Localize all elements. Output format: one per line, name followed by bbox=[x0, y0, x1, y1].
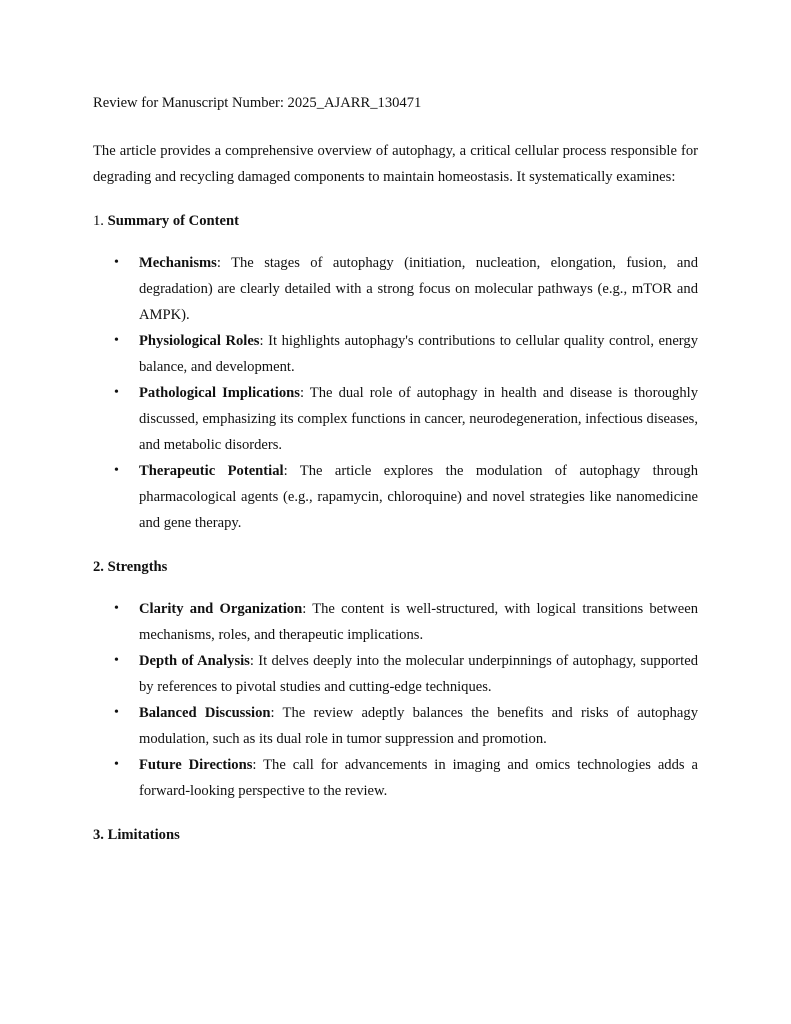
bullet-text: : The call for advancements in imaging and omics technologies adds a forward-looking perspective to the review. bbox=[139, 757, 698, 799]
bullet-term: Physiological Roles bbox=[139, 333, 260, 349]
bullet-icon: • bbox=[114, 463, 119, 478]
intro-paragraph: The article provides a comprehensive overview of autophagy, a critical cellular process responsible for degrading and recycling damaged components to maintain homeostasis. It systematically examines: bbox=[93, 143, 698, 185]
list-item bbox=[93, 328, 698, 380]
bullet-term: Clarity and Organization bbox=[139, 601, 303, 617]
bullet-text: : The review adeptly balances the benefits and risks of autophagy modulation, such as its dual role in tumor suppression and promotion. bbox=[139, 705, 698, 747]
section-number: 3. bbox=[93, 827, 104, 843]
bullet-icon: • bbox=[114, 653, 119, 668]
list-item bbox=[93, 380, 698, 458]
section-limitations bbox=[93, 822, 698, 848]
bullet-icon: • bbox=[114, 385, 119, 400]
list-item bbox=[93, 250, 698, 328]
bullet-term: Depth of Analysis bbox=[139, 653, 250, 669]
section-summary bbox=[93, 208, 698, 536]
section-title: Summary of Content bbox=[107, 213, 239, 229]
review-title: Review for Manuscript Number: 2025_AJARR_130471 bbox=[93, 95, 422, 111]
list-item bbox=[93, 648, 698, 700]
bullet-text: : The article explores the modulation of autophagy through pharmacological agents (e.g., rapamycin, chloroquine) and novel strategies like nanomedicine and gene therapy. bbox=[139, 463, 698, 531]
bullet-term: Pathological Implications bbox=[139, 385, 300, 401]
section-number: 1. bbox=[93, 213, 104, 229]
bullet-icon: • bbox=[114, 601, 119, 616]
section-heading bbox=[93, 208, 698, 234]
section-heading bbox=[93, 822, 698, 848]
list-item bbox=[93, 700, 698, 752]
bullet-text: : It delves deeply into the molecular underpinnings of autophagy, supported by references to pivotal studies and cutting-edge techniques. bbox=[139, 653, 698, 695]
bullet-icon: • bbox=[114, 333, 119, 348]
bullet-text: : It highlights autophagy's contributions to cellular quality control, energy balance, and development. bbox=[139, 333, 698, 375]
bullet-text: : The stages of autophagy (initiation, nucleation, elongation, fusion, and degradation) are clearly detailed with a strong focus on molecular pathways (e.g., mTOR and AMPK). bbox=[139, 255, 698, 323]
bullet-icon: • bbox=[114, 705, 119, 720]
bullet-term: Balanced Discussion bbox=[139, 705, 271, 721]
section-strengths bbox=[93, 554, 698, 804]
section-number: 2. bbox=[93, 559, 104, 575]
document-page bbox=[93, 90, 698, 848]
bullet-list bbox=[93, 596, 698, 804]
list-item bbox=[93, 752, 698, 804]
bullet-term: Future Directions bbox=[139, 757, 253, 773]
list-item bbox=[93, 458, 698, 536]
bullet-text: : The dual role of autophagy in health and disease is thoroughly discussed, emphasizing its complex functions in cancer, neurodegeneration, infectious diseases, and metabolic disorders. bbox=[139, 385, 698, 453]
section-title: Strengths bbox=[107, 559, 168, 575]
bullet-icon: • bbox=[114, 757, 119, 772]
bullet-list bbox=[93, 250, 698, 536]
bullet-icon: • bbox=[114, 255, 119, 270]
list-item bbox=[93, 596, 698, 648]
section-heading bbox=[93, 554, 698, 580]
section-title: Limitations bbox=[107, 827, 180, 843]
bullet-text: : The content is well-structured, with logical transitions between mechanisms, roles, and therapeutic implications. bbox=[139, 601, 698, 643]
bullet-term: Therapeutic Potential bbox=[139, 463, 284, 479]
bullet-term: Mechanisms bbox=[139, 255, 217, 271]
